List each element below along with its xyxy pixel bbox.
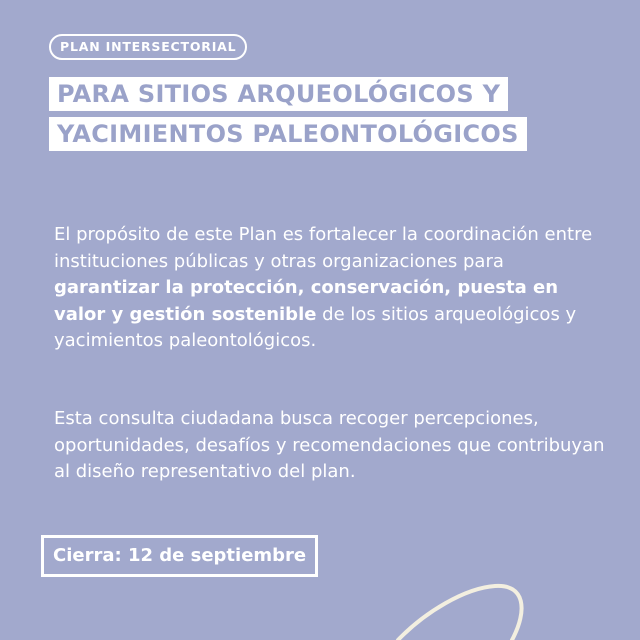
title-line-1: PARA SITIOS ARQUEOLÓGICOS Y: [49, 77, 508, 111]
consultation-paragraph: Esta consulta ciudadana busca recoger percepciones, oportunidades, desafíos y recomendaciones que contribuyan al diseño representativo del plan.: [54, 408, 605, 482]
purpose-text-before: El propósito de este Plan es fortalecer la coordinación entre instituciones públicas y otras organizaciones para: [54, 224, 593, 272]
closing-date-badge: Cierra: 12 de septiembre: [41, 535, 318, 577]
purpose-text-after: de los sitios arqueológicos y yacimientos paleontológicos.: [54, 303, 577, 351]
title-line-2: YACIMIENTOS PALEONTOLÓGICOS: [49, 117, 527, 151]
plan-tag: PLAN INTERSECTORIAL: [49, 34, 247, 60]
purpose-highlight: garantizar la protección, conservación, puesta en valor y gestión sostenible: [54, 277, 559, 325]
